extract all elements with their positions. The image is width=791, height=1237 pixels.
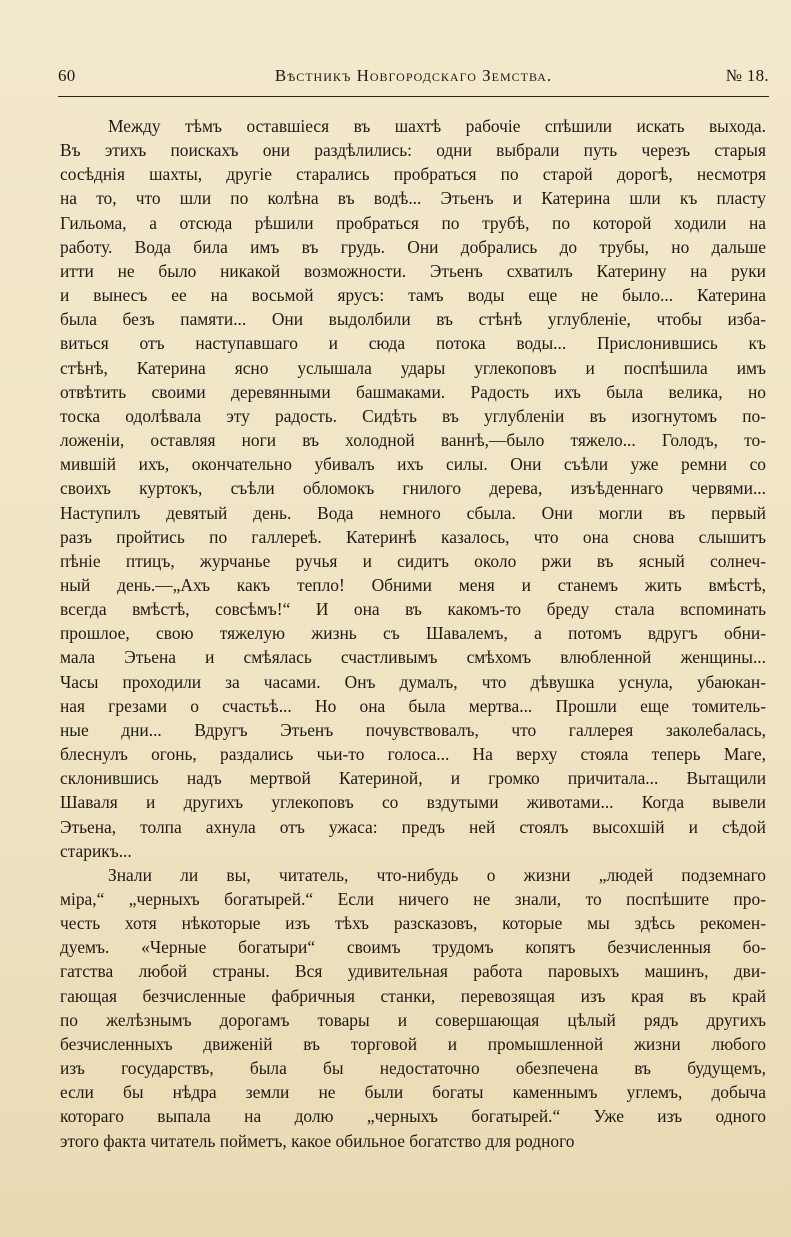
text-line: ный день.—„Ахъ какъ тепло! Обними меня и станемъ жить вмѣстѣ, — [60, 574, 766, 595]
text-line: и вынесъ ее на восьмой ярусъ: тамъ воды еще не было... Катерина — [60, 285, 766, 306]
text-line: гающая безчисленные фабричныя станки, перевозящая изъ края въ край — [60, 985, 766, 1006]
text-line: блеснулъ огонь, раздались чьи-то голоса... На верху стояла теперь Маге, — [60, 744, 766, 765]
text-line: была безъ памяти... Они выдолбили въ стѣнѣ углубленіе, чтобы изба- — [60, 309, 766, 330]
text-line: на то, что шли по колѣна въ водѣ... Этьенъ и Катерина шли къ пласту — [60, 188, 766, 209]
text-line: отвѣтить своими деревянными башмаками. Радость ихъ была велика, но — [60, 381, 766, 402]
text-line: ные дни... Вдругъ Этьенъ почувствовалъ, что галлерея заколебалась, — [60, 719, 766, 740]
text-line: стѣнѣ, Катерина ясно услышала удары углекоповъ и поспѣшила имъ — [60, 357, 766, 378]
text-line: безчисленныхъ движеній въ торговой и промышленной жизни любого — [60, 1033, 766, 1054]
text-line: этого факта читатель пойметъ, какое обильное богатство для родного — [60, 1130, 575, 1151]
text-line: итти не было никакой возможности. Этьенъ схватилъ Катерину на руки — [60, 260, 766, 281]
text-line: Въ этихъ поискахъ они раздѣлились: одни выбрали путь черезъ старыя — [60, 140, 766, 161]
text-line: работу. Вода била имъ въ грудь. Они добрались до трубы, но дальше — [60, 236, 766, 257]
text-line: если бы нѣдра земли не были богаты каменнымъ углемъ, добыча — [60, 1082, 766, 1103]
text-line: изъ государствъ, была бы недостаточно обезпечена въ будущемъ, — [60, 1058, 766, 1079]
text-line: пѣніе птицъ, журчанье ручья и сидитъ около ржи въ ясный солнеч- — [60, 550, 766, 571]
text-line: сосѣднія шахты, другіе старались пробраться по старой дорогѣ, несмотря — [60, 164, 766, 185]
text-line: своихъ куртокъ, съѣли обломокъ гнилого дерева, изъѣденнаго червями... — [60, 478, 766, 499]
text-line: разъ пройтись по галлереѣ. Катеринѣ казалось, что она снова слышитъ — [60, 526, 766, 547]
text-line: всегда вмѣстѣ, совсѣмъ!“ И она въ какомъ-то бреду стала вспоминать — [60, 599, 766, 620]
text-line: склонившись надъ мертвой Катериной, и громко причитала... Вытащили — [60, 768, 766, 789]
text-line: виться отъ наступавшаго и сюда потока воды... Прислонившись къ — [60, 333, 766, 354]
text-line: дуемъ. «Черные богатыри“ своимъ трудомъ копятъ безчисленныя бо- — [60, 937, 766, 958]
journal-title: Вѣстникъ Новгородскаго Земства. — [274, 66, 553, 85]
text-line: Этьена, толпа ахнула отъ ужаса: предъ ней стоялъ высохшій и сѣдой — [60, 816, 766, 837]
text-line: котораго выпала на долю „черныхъ богатырей.“ Уже изъ одного — [60, 1106, 766, 1127]
running-header — [58, 66, 769, 94]
text-line: гатства любой страны. Вся удивительная работа паровыхъ машинъ, дви- — [60, 961, 766, 982]
body-text — [60, 114, 766, 1153]
text-line: Шаваля и другихъ углекоповъ со вздутыми животами... Когда вывели — [60, 792, 766, 813]
issue-number: № 18. — [725, 66, 769, 85]
text-line: честь хотя нѣкоторые изъ тѣхъ разсказовъ, которые мы здѣсь рекомен- — [60, 913, 766, 934]
text-line: по желѣзнымъ дорогамъ товары и совершающая цѣлый рядъ другихъ — [60, 1009, 766, 1030]
text-line: міра,“ „черныхъ богатырей.“ Если ничего не знали, то поспѣшите про- — [60, 889, 766, 909]
text-line: ложеніи, оставляя ноги въ холодной ваннѣ,—было тяжело... Голодъ, то- — [60, 430, 766, 451]
text-line: мала Этьена и смѣялась счастливымъ смѣхомъ влюбленной женщины... — [60, 647, 766, 668]
page-number: 60 — [58, 66, 76, 85]
text-line: Гильома, а отсюда рѣшили пробраться по трубѣ, по которой ходили на — [60, 212, 766, 233]
header-rule — [58, 96, 769, 97]
text-line: мившій ихъ, окончательно убивалъ ихъ силы. Они съѣли уже ремни со — [60, 454, 766, 475]
text-line: Часы проходили за часами. Онъ думалъ, что дѣвушка уснула, убаюкан- — [60, 671, 766, 692]
text-line: тоска одолѣвала эту радость. Сидѣть въ углубленіи въ изогнутомъ по- — [60, 405, 766, 426]
text-line: Наступилъ девятый день. Вода немного сбыла. Они могли въ первый — [60, 502, 766, 523]
text-line: Знали ли вы, читатель, что-нибудь о жизни „людей подземнаго — [108, 864, 766, 885]
text-line: старикъ... — [60, 840, 132, 861]
text-line: прошлое, свою тяжелую жизнь съ Шавалемъ, а потомъ вдругъ обни- — [60, 623, 766, 644]
text-line: ная грезами о счастьѣ... Но она была мертва... Прошли еще томитель- — [60, 695, 766, 716]
text-line: Между тѣмъ оставшіеся въ шахтѣ рабочіе спѣшили искать выхода. — [108, 116, 766, 136]
